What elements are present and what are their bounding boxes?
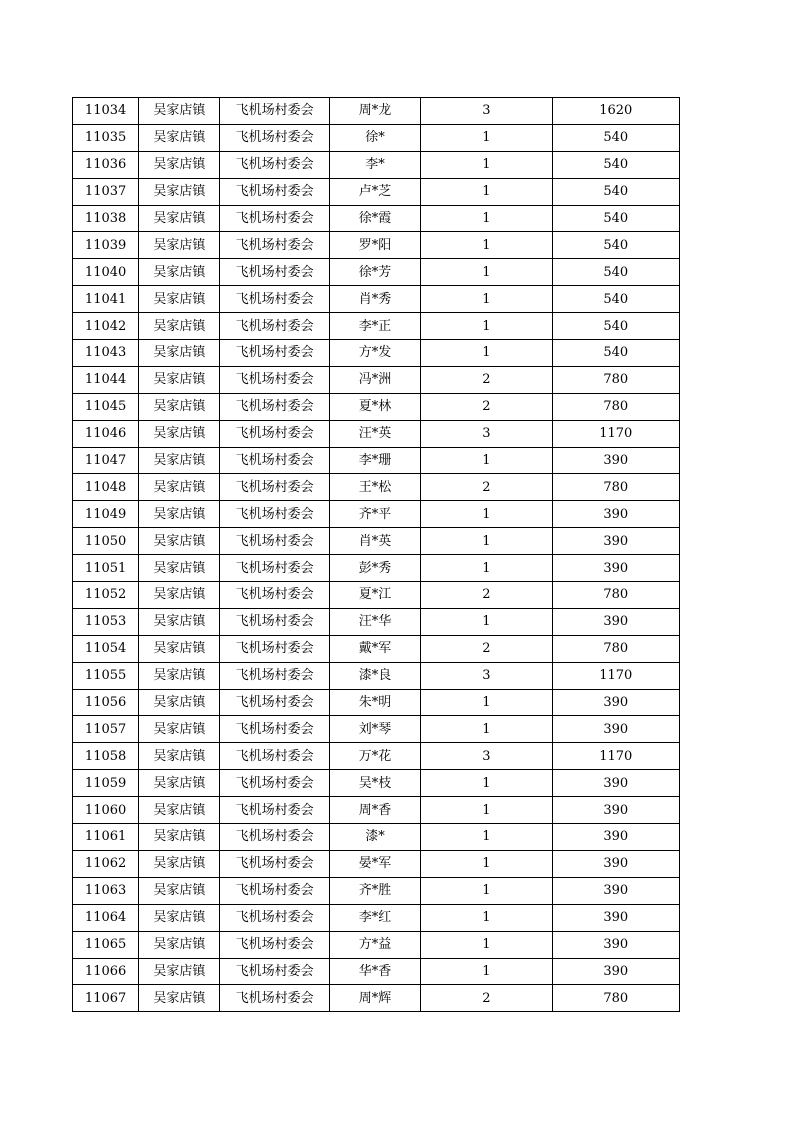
amount-cell: 1170: [552, 662, 679, 689]
name-cell: 汪*华: [329, 608, 420, 635]
name-cell: 吴*枝: [329, 770, 420, 797]
name-cell: 冯*洲: [329, 366, 420, 393]
record-id-cell: 11067: [73, 985, 139, 1012]
amount-cell: 390: [552, 931, 679, 958]
village-cell: 飞机场村委会: [220, 904, 329, 931]
name-cell: 漆*: [329, 824, 420, 851]
table-row: [73, 797, 680, 824]
table-row: [73, 985, 680, 1012]
record-id-cell: 11046: [73, 420, 139, 447]
amount-cell: 780: [552, 474, 679, 501]
table-row: [73, 528, 680, 555]
table-row: [73, 447, 680, 474]
table-row: [73, 770, 680, 797]
village-cell: 飞机场村委会: [220, 393, 329, 420]
record-id-cell: 11050: [73, 528, 139, 555]
count-cell: 2: [421, 635, 552, 662]
amount-cell: 540: [552, 178, 679, 205]
table-row: [73, 124, 680, 151]
count-cell: 1: [421, 340, 552, 367]
count-cell: 1: [421, 689, 552, 716]
town-cell: 吴家店镇: [139, 474, 220, 501]
village-cell: 飞机场村委会: [220, 205, 329, 232]
records-table-body: [73, 98, 680, 1012]
count-cell: 1: [421, 904, 552, 931]
record-id-cell: 11055: [73, 662, 139, 689]
record-id-cell: 11041: [73, 286, 139, 313]
record-id-cell: 11059: [73, 770, 139, 797]
name-cell: 周*龙: [329, 98, 420, 125]
town-cell: 吴家店镇: [139, 205, 220, 232]
amount-cell: 1620: [552, 98, 679, 125]
town-cell: 吴家店镇: [139, 662, 220, 689]
record-id-cell: 11042: [73, 313, 139, 340]
name-cell: 夏*林: [329, 393, 420, 420]
count-cell: 2: [421, 393, 552, 420]
record-id-cell: 11058: [73, 743, 139, 770]
name-cell: 夏*江: [329, 582, 420, 609]
record-id-cell: 11045: [73, 393, 139, 420]
town-cell: 吴家店镇: [139, 743, 220, 770]
count-cell: 1: [421, 313, 552, 340]
table-row: [73, 608, 680, 635]
record-id-cell: 11064: [73, 904, 139, 931]
village-cell: 飞机场村委会: [220, 528, 329, 555]
town-cell: 吴家店镇: [139, 608, 220, 635]
town-cell: 吴家店镇: [139, 501, 220, 528]
table-row: [73, 850, 680, 877]
name-cell: 徐*霞: [329, 205, 420, 232]
record-id-cell: 11063: [73, 877, 139, 904]
table-row: [73, 662, 680, 689]
town-cell: 吴家店镇: [139, 447, 220, 474]
name-cell: 万*花: [329, 743, 420, 770]
table-row: [73, 904, 680, 931]
amount-cell: 1170: [552, 743, 679, 770]
name-cell: 齐*平: [329, 501, 420, 528]
table-row: [73, 313, 680, 340]
record-id-cell: 11051: [73, 555, 139, 582]
record-id-cell: 11038: [73, 205, 139, 232]
amount-cell: 390: [552, 797, 679, 824]
record-id-cell: 11057: [73, 716, 139, 743]
amount-cell: 780: [552, 393, 679, 420]
count-cell: 3: [421, 662, 552, 689]
table-row: [73, 151, 680, 178]
record-id-cell: 11034: [73, 98, 139, 125]
village-cell: 飞机场村委会: [220, 474, 329, 501]
amount-cell: 540: [552, 232, 679, 259]
village-cell: 飞机场村委会: [220, 582, 329, 609]
record-id-cell: 11053: [73, 608, 139, 635]
amount-cell: 390: [552, 608, 679, 635]
name-cell: 晏*军: [329, 850, 420, 877]
table-row: [73, 635, 680, 662]
village-cell: 飞机场村委会: [220, 286, 329, 313]
count-cell: 1: [421, 232, 552, 259]
town-cell: 吴家店镇: [139, 877, 220, 904]
count-cell: 1: [421, 528, 552, 555]
village-cell: 飞机场村委会: [220, 689, 329, 716]
table-row: [73, 205, 680, 232]
village-cell: 飞机场村委会: [220, 662, 329, 689]
village-cell: 飞机场村委会: [220, 98, 329, 125]
amount-cell: 390: [552, 904, 679, 931]
town-cell: 吴家店镇: [139, 958, 220, 985]
name-cell: 刘*琴: [329, 716, 420, 743]
name-cell: 方*发: [329, 340, 420, 367]
town-cell: 吴家店镇: [139, 178, 220, 205]
count-cell: 1: [421, 824, 552, 851]
name-cell: 朱*明: [329, 689, 420, 716]
name-cell: 华*香: [329, 958, 420, 985]
count-cell: 3: [421, 420, 552, 447]
name-cell: 徐*: [329, 124, 420, 151]
name-cell: 李*: [329, 151, 420, 178]
town-cell: 吴家店镇: [139, 259, 220, 286]
amount-cell: 780: [552, 635, 679, 662]
table-row: [73, 420, 680, 447]
table-row: [73, 743, 680, 770]
village-cell: 飞机场村委会: [220, 931, 329, 958]
town-cell: 吴家店镇: [139, 850, 220, 877]
count-cell: 2: [421, 582, 552, 609]
town-cell: 吴家店镇: [139, 716, 220, 743]
village-cell: 飞机场村委会: [220, 151, 329, 178]
amount-cell: 780: [552, 366, 679, 393]
count-cell: 1: [421, 958, 552, 985]
village-cell: 飞机场村委会: [220, 259, 329, 286]
name-cell: 漆*良: [329, 662, 420, 689]
records-table: [72, 97, 680, 1012]
village-cell: 飞机场村委会: [220, 232, 329, 259]
town-cell: 吴家店镇: [139, 366, 220, 393]
village-cell: 飞机场村委会: [220, 420, 329, 447]
town-cell: 吴家店镇: [139, 313, 220, 340]
count-cell: 1: [421, 555, 552, 582]
count-cell: 2: [421, 474, 552, 501]
village-cell: 飞机场村委会: [220, 340, 329, 367]
village-cell: 飞机场村委会: [220, 366, 329, 393]
table-row: [73, 716, 680, 743]
name-cell: 彭*秀: [329, 555, 420, 582]
town-cell: 吴家店镇: [139, 797, 220, 824]
name-cell: 肖*英: [329, 528, 420, 555]
village-cell: 飞机场村委会: [220, 824, 329, 851]
name-cell: 戴*军: [329, 635, 420, 662]
village-cell: 飞机场村委会: [220, 608, 329, 635]
count-cell: 2: [421, 366, 552, 393]
table-row: [73, 555, 680, 582]
count-cell: 1: [421, 850, 552, 877]
name-cell: 徐*芳: [329, 259, 420, 286]
amount-cell: 540: [552, 124, 679, 151]
table-row: [73, 958, 680, 985]
table-row: [73, 340, 680, 367]
count-cell: 1: [421, 178, 552, 205]
table-row: [73, 877, 680, 904]
count-cell: 1: [421, 770, 552, 797]
record-id-cell: 11047: [73, 447, 139, 474]
amount-cell: 390: [552, 447, 679, 474]
table-row: [73, 98, 680, 125]
village-cell: 飞机场村委会: [220, 124, 329, 151]
record-id-cell: 11060: [73, 797, 139, 824]
town-cell: 吴家店镇: [139, 98, 220, 125]
count-cell: 3: [421, 743, 552, 770]
village-cell: 飞机场村委会: [220, 770, 329, 797]
town-cell: 吴家店镇: [139, 286, 220, 313]
record-id-cell: 11054: [73, 635, 139, 662]
name-cell: 周*辉: [329, 985, 420, 1012]
town-cell: 吴家店镇: [139, 393, 220, 420]
town-cell: 吴家店镇: [139, 985, 220, 1012]
name-cell: 方*益: [329, 931, 420, 958]
table-row: [73, 366, 680, 393]
count-cell: 1: [421, 286, 552, 313]
table-row: [73, 824, 680, 851]
record-id-cell: 11036: [73, 151, 139, 178]
amount-cell: 390: [552, 958, 679, 985]
town-cell: 吴家店镇: [139, 232, 220, 259]
village-cell: 飞机场村委会: [220, 501, 329, 528]
village-cell: 飞机场村委会: [220, 985, 329, 1012]
town-cell: 吴家店镇: [139, 528, 220, 555]
village-cell: 飞机场村委会: [220, 555, 329, 582]
name-cell: 李*红: [329, 904, 420, 931]
table-row: [73, 232, 680, 259]
record-id-cell: 11056: [73, 689, 139, 716]
amount-cell: 540: [552, 205, 679, 232]
name-cell: 李*珊: [329, 447, 420, 474]
table-row: [73, 582, 680, 609]
amount-cell: 1170: [552, 420, 679, 447]
table-row: [73, 393, 680, 420]
amount-cell: 390: [552, 877, 679, 904]
amount-cell: 390: [552, 716, 679, 743]
town-cell: 吴家店镇: [139, 151, 220, 178]
table-row: [73, 474, 680, 501]
table-row: [73, 689, 680, 716]
name-cell: 卢*芝: [329, 178, 420, 205]
amount-cell: 390: [552, 850, 679, 877]
count-cell: 1: [421, 447, 552, 474]
amount-cell: 390: [552, 555, 679, 582]
village-cell: 飞机场村委会: [220, 743, 329, 770]
table-row: [73, 259, 680, 286]
amount-cell: 390: [552, 528, 679, 555]
village-cell: 飞机场村委会: [220, 716, 329, 743]
count-cell: 1: [421, 797, 552, 824]
village-cell: 飞机场村委会: [220, 877, 329, 904]
village-cell: 飞机场村委会: [220, 313, 329, 340]
amount-cell: 390: [552, 689, 679, 716]
town-cell: 吴家店镇: [139, 931, 220, 958]
count-cell: 1: [421, 124, 552, 151]
village-cell: 飞机场村委会: [220, 447, 329, 474]
town-cell: 吴家店镇: [139, 635, 220, 662]
table-row: [73, 286, 680, 313]
amount-cell: 390: [552, 501, 679, 528]
town-cell: 吴家店镇: [139, 420, 220, 447]
village-cell: 飞机场村委会: [220, 178, 329, 205]
count-cell: 3: [421, 98, 552, 125]
record-id-cell: 11048: [73, 474, 139, 501]
village-cell: 飞机场村委会: [220, 958, 329, 985]
town-cell: 吴家店镇: [139, 770, 220, 797]
table-row: [73, 501, 680, 528]
record-id-cell: 11035: [73, 124, 139, 151]
record-id-cell: 11061: [73, 824, 139, 851]
amount-cell: 540: [552, 259, 679, 286]
town-cell: 吴家店镇: [139, 340, 220, 367]
amount-cell: 540: [552, 313, 679, 340]
village-cell: 飞机场村委会: [220, 635, 329, 662]
name-cell: 周*香: [329, 797, 420, 824]
town-cell: 吴家店镇: [139, 555, 220, 582]
amount-cell: 780: [552, 985, 679, 1012]
count-cell: 1: [421, 205, 552, 232]
count-cell: 1: [421, 259, 552, 286]
village-cell: 飞机场村委会: [220, 797, 329, 824]
name-cell: 齐*胜: [329, 877, 420, 904]
name-cell: 罗*阳: [329, 232, 420, 259]
name-cell: 王*松: [329, 474, 420, 501]
table-row: [73, 931, 680, 958]
town-cell: 吴家店镇: [139, 904, 220, 931]
amount-cell: 780: [552, 582, 679, 609]
count-cell: 1: [421, 877, 552, 904]
amount-cell: 540: [552, 151, 679, 178]
count-cell: 1: [421, 608, 552, 635]
record-id-cell: 11039: [73, 232, 139, 259]
name-cell: 肖*秀: [329, 286, 420, 313]
record-id-cell: 11052: [73, 582, 139, 609]
record-id-cell: 11066: [73, 958, 139, 985]
village-cell: 飞机场村委会: [220, 850, 329, 877]
record-id-cell: 11049: [73, 501, 139, 528]
amount-cell: 390: [552, 824, 679, 851]
record-id-cell: 11040: [73, 259, 139, 286]
count-cell: 1: [421, 931, 552, 958]
record-id-cell: 11037: [73, 178, 139, 205]
count-cell: 1: [421, 716, 552, 743]
record-id-cell: 11043: [73, 340, 139, 367]
town-cell: 吴家店镇: [139, 689, 220, 716]
amount-cell: 540: [552, 286, 679, 313]
count-cell: 1: [421, 151, 552, 178]
town-cell: 吴家店镇: [139, 124, 220, 151]
count-cell: 2: [421, 985, 552, 1012]
amount-cell: 390: [552, 770, 679, 797]
record-id-cell: 11062: [73, 850, 139, 877]
town-cell: 吴家店镇: [139, 824, 220, 851]
count-cell: 1: [421, 501, 552, 528]
name-cell: 汪*英: [329, 420, 420, 447]
amount-cell: 540: [552, 340, 679, 367]
record-id-cell: 11065: [73, 931, 139, 958]
record-id-cell: 11044: [73, 366, 139, 393]
name-cell: 李*正: [329, 313, 420, 340]
table-row: [73, 178, 680, 205]
town-cell: 吴家店镇: [139, 582, 220, 609]
